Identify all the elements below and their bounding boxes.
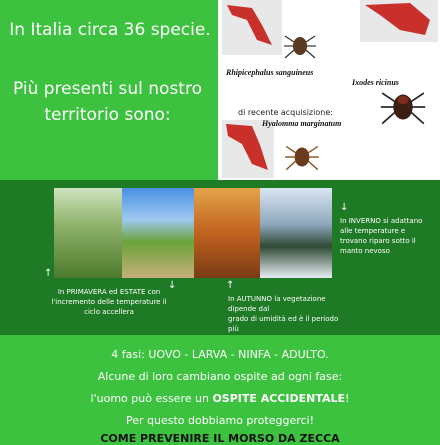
italy-map-1-image (222, 0, 282, 55)
italy-map-2 (360, 0, 438, 42)
tick-icon (282, 138, 322, 180)
species-ixodes: Ixodes ricinus (352, 78, 399, 87)
italy-map-2-image (360, 0, 438, 42)
italy-map-3-image (222, 120, 274, 178)
spring-photo (54, 188, 122, 278)
phases-text: 4 fasi: UOVO - LARVA - NINFA - ADULTO. (111, 348, 329, 361)
top-subtitle-line1: Più presenti sul nostro (12, 79, 202, 99)
accidental-host-text (0, 392, 440, 405)
spring-summer-text (44, 287, 174, 317)
accidental-host-suffix: ! (345, 392, 350, 405)
autumn-line2: grado di umidità ed è il periodo più (228, 315, 339, 333)
winter-text (340, 216, 436, 256)
accidental-host-prefix: l'uomo può essere un (90, 392, 213, 405)
top-title: In Italia circa 36 specie. (9, 20, 211, 40)
winter-line4: manto nevoso (340, 247, 390, 255)
italy-map-1 (222, 0, 282, 55)
top-subtitle-line2: territorio sono: (44, 105, 171, 125)
arrow-down-icon: ↓ (340, 202, 349, 213)
arrow-down-icon: ↓ (168, 280, 177, 291)
protect-text: Per questo dobbiamo proteggerci! (125, 414, 315, 427)
winter-line3: trovano riparo sotto il (340, 237, 416, 245)
spring-summer-line1: In PRIMAVERA ed ESTATE con (57, 288, 161, 296)
summer-photo (122, 188, 194, 278)
tick-icon (282, 28, 318, 68)
spring-summer-line2: l'incremento delle temperature il (51, 298, 167, 306)
species-hyalomma: Hyalomma marginatum (262, 119, 342, 128)
autumn-line1: In AUTUNNO la vegetazione dipende dal (228, 295, 326, 313)
italy-map-3 (222, 120, 274, 178)
prevention-heading: COME PREVENIRE IL MORSO DA ZECCA (100, 432, 340, 445)
top-subtitle (0, 76, 215, 128)
autumn-photo (194, 188, 260, 278)
recent-label: di recente acquisizione: (238, 108, 333, 117)
tick-icon (378, 82, 428, 136)
species-rhipicephalus: Rhipicephalus sanguineus (226, 68, 314, 77)
accidental-host-highlight: OSPITE ACCIDENTALE (212, 392, 346, 405)
winter-line2: alle temperature e (340, 227, 406, 235)
host-change-text: Alcune di loro cambiano ospite ad ogni fase: (97, 370, 343, 383)
winter-photo (260, 188, 332, 278)
spring-summer-line3: ciclo accellera (84, 308, 134, 316)
winter-line1: In INVERNO si adattano (340, 217, 423, 225)
arrow-up-icon: ↑ (226, 280, 235, 291)
arrow-up-icon: ↑ (44, 268, 53, 279)
